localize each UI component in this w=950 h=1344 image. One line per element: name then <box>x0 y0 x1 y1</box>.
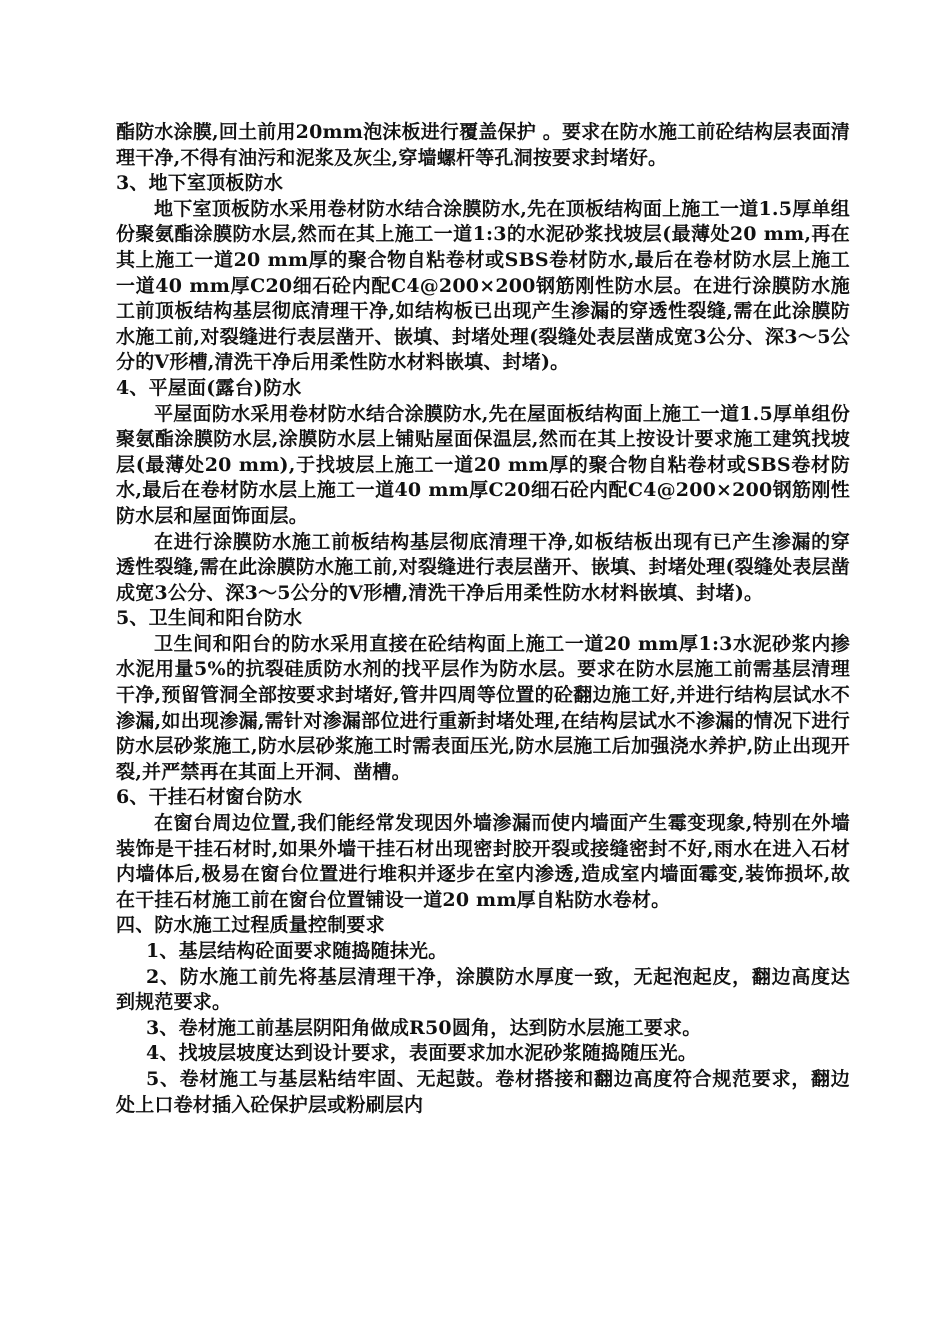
heading-window-sill: 6、干挂石材窗台防水 <box>116 786 303 809</box>
paragraph-window-sill: 在窗台周边位置,我们能经常发现因外墙渗漏而使内墙面产生霉变现象,特别在外墙装饰是干挂石材时,如果外墙干挂石材出现密封胶开裂或接缝密封不好,雨水在进入石材内墙体后,极易在窗台位置进行堆积并逐步在室内渗透,造成室内墙面霉变,装饰损坏,故在干挂石材施工前在窗台位置铺设一道20 mm厚自粘防水卷材。 <box>116 812 850 911</box>
list-item-quality-2: 2、防水施工前先将基层清理干净，涂膜防水厚度一致，无起泡起皮，翻边高度达到规范要求。 <box>116 965 850 1014</box>
paragraph-flat-roof-cracks: 在进行涂膜防水施工前板结构基层彻底清理干净,如板结板出现有已产生渗漏的穿透性裂缝,需在此涂膜防水施工前,对裂缝进行表层凿开、嵌填、封堵处理(裂缝处表层凿成宽3公分、深3～5公分的V形槽,清洗干净后用柔性防水材料嵌填、封堵)。 <box>116 530 850 604</box>
paragraph-flat-roof: 平屋面防水采用卷材防水结合涂膜防水,先在屋面板结构面上施工一道1.5厚单组份聚氨酯涂膜防水层,涂膜防水层上铺贴屋面保温层,然而在其上按设计要求施工建筑找坡层(最薄处20 mm),于找坡层上施工一道20 mm厚的聚合物自粘卷材或SBS卷材防水,最后在卷材防水层上施工一道40 mm厚C20细石砼内配Ⅽ4@200×200钢筋刚性防水层和屋面饰面层。 <box>116 402 850 527</box>
heading-basement-roof: 3、地下室顶板防水 <box>116 172 284 195</box>
heading-quality-control: 四、防水施工过程质量控制要求 <box>116 914 385 937</box>
paragraph-bathroom-balcony: 卫生间和阳台的防水采用直接在砼结构面上施工一道20 mm厚1:3水泥砂浆内掺水泥用量5%的抗裂硅质防水剂的找平层作为防水层。要求在防水层施工前需基层清理干净,预留管洞全部按要求封堵好,管井四周等位置的砼翻边施工好,并进行结构层试水不渗漏,如出现渗漏,需针对渗漏部位进行重新封堵处理,在结构层试水不渗漏的情况下进行防水层砂浆施工,防水层砂浆施工时需表面压光,防水层施工后加强浇水养护,防止出现开裂,并严禁再在其面上开洞、凿槽。 <box>116 632 850 783</box>
heading-bathroom-balcony: 5、卫生间和阳台防水 <box>116 607 303 630</box>
document-body <box>116 120 850 1118</box>
list-item-quality-5: 5、卷材施工与基层粘结牢固、无起鼓。卷材搭接和翻边高度符合规范要求，翻边处上口卷材插入砼保护层或粉刷层内 <box>116 1067 850 1116</box>
list-item-quality-4: 4、找坡层坡度达到设计要求，表面要求加水泥砂浆随捣随压光。 <box>146 1042 698 1065</box>
list-item-quality-1: 1、基层结构砼面要求随捣随抹光。 <box>146 940 448 962</box>
paragraph-basement-roof: 地下室顶板防水采用卷材防水结合涂膜防水,先在顶板结构面上施工一道1.5厚单组份聚氨酯涂膜防水层,然而在其上施工一道1:3的水泥砂浆找坡层(最薄处20 mm,再在其上施工一道20 mm厚的聚合物自粘卷材或SBS卷材防水,最后在卷材防水层上施工一道40 mm厚C20细石砼内配Ⅽ4@200×200钢筋刚性防水层。在进行涂膜防水施工前顶板结构基层彻底清理干净,如结构板已出现产生渗漏的穿透性裂缝,需在此涂膜防水施工前,对裂缝进行表层凿开、嵌填、封堵处理(裂缝处表层凿成宽3公分、深3～5公分的V形槽,清洗干净后用柔性防水材料嵌填、封堵)。 <box>116 197 850 374</box>
heading-flat-roof: 4、平屋面(露台)防水 <box>116 376 302 399</box>
list-item-quality-3: 3、卷材施工前基层阴阳角做成R50圆角，达到防水层施工要求。 <box>146 1016 702 1039</box>
paragraph-basement-wall-end: 酯防水涂膜,回土前用20mm泡沫板进行覆盖保护 。要求在防水施工前砼结构层表面清理干净,不得有油污和泥浆及灰尘,穿墙螺杆等孔洞按要求封堵好。 <box>116 121 850 169</box>
